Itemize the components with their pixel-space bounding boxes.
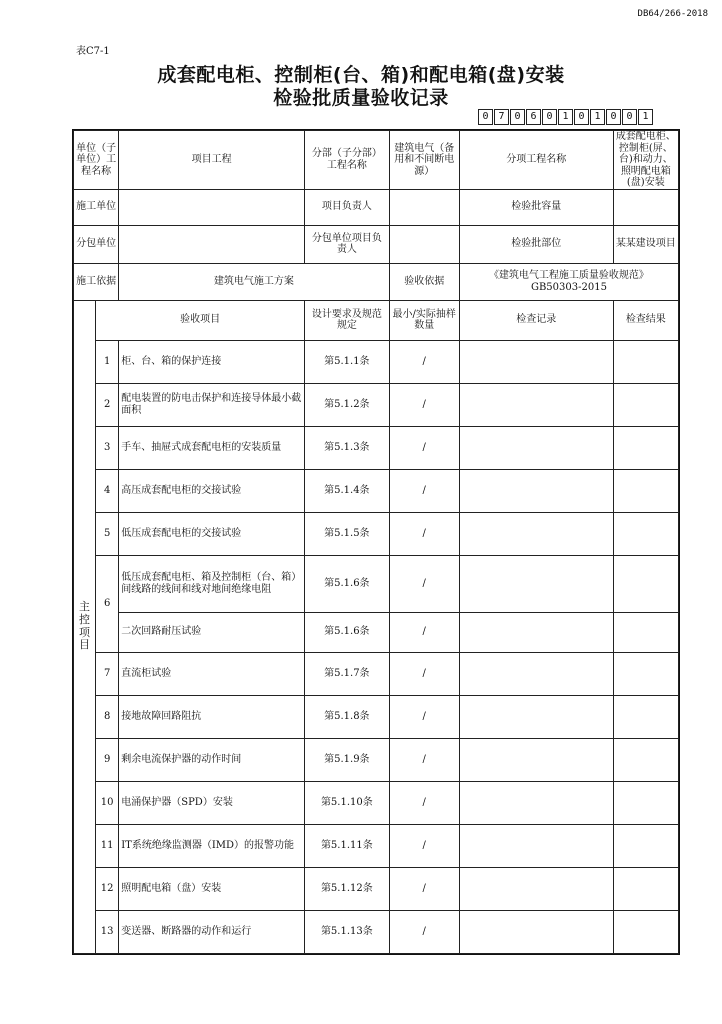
item-spec: 第5.1.11条 xyxy=(305,824,389,867)
item-sample: / xyxy=(389,383,459,426)
item-result[interactable] xyxy=(613,781,678,824)
item-record[interactable] xyxy=(459,555,613,612)
item-sample: / xyxy=(389,469,459,512)
item-sample: / xyxy=(389,512,459,555)
division-value: 建筑电气（备用和不间断电源） xyxy=(389,131,459,190)
item-spec: 第5.1.1条 xyxy=(305,340,389,383)
batch-location-value: 某某建设项目 xyxy=(613,225,678,263)
subitem-value: 成套配电柜、控制柜(屏、台)和动力、照明配电箱(盘)安装 xyxy=(613,131,678,190)
item-sample: / xyxy=(389,824,459,867)
item-result[interactable] xyxy=(613,469,678,512)
item-spec: 第5.1.4条 xyxy=(305,469,389,512)
group-label-char: 主 xyxy=(79,600,91,614)
item-record[interactable] xyxy=(459,612,613,652)
group-label-char: 项 xyxy=(79,625,91,639)
table-row xyxy=(74,512,679,555)
code-digit: 7 xyxy=(494,109,509,125)
code-digit: 0 xyxy=(622,109,637,125)
item-name: 低压成套配电柜、箱及控制柜（台、箱）间线路的线间和线对地间绝缘电阻 xyxy=(119,555,305,612)
item-record[interactable] xyxy=(459,383,613,426)
table-row xyxy=(74,612,679,652)
unit-label: 单位（子单位）工程名称 xyxy=(74,131,119,190)
code-digit: 0 xyxy=(478,109,493,125)
item-spec: 第5.1.8条 xyxy=(305,695,389,738)
item-name: 手车、抽屉式成套配电柜的安装质量 xyxy=(119,426,305,469)
item-sample: / xyxy=(389,867,459,910)
form-number: 表C7-1 xyxy=(76,46,110,57)
code-digit: 0 xyxy=(510,109,525,125)
group-label-char: 控 xyxy=(79,612,91,626)
code-digit: 1 xyxy=(638,109,653,125)
col-item-header: 验收项目 xyxy=(96,300,305,340)
batch-capacity-value xyxy=(613,189,678,225)
batch-capacity-label: 检验批容量 xyxy=(459,189,613,225)
column-header-row xyxy=(74,300,679,340)
table-row xyxy=(74,695,679,738)
item-result[interactable] xyxy=(613,695,678,738)
item-record[interactable] xyxy=(459,469,613,512)
item-record[interactable] xyxy=(459,512,613,555)
table-row xyxy=(74,340,679,383)
item-name: 高压成套配电柜的交接试验 xyxy=(119,469,305,512)
sub-manager-value xyxy=(389,225,459,263)
item-result[interactable] xyxy=(613,340,678,383)
item-number: 10 xyxy=(96,781,119,824)
item-spec: 第5.1.3条 xyxy=(305,426,389,469)
item-spec: 第5.1.5条 xyxy=(305,512,389,555)
item-number: 7 xyxy=(96,652,119,695)
item-record[interactable] xyxy=(459,695,613,738)
item-record[interactable] xyxy=(459,340,613,383)
project-manager-value xyxy=(389,189,459,225)
item-number: 1 xyxy=(96,340,119,383)
table-row xyxy=(74,555,679,612)
col-record-header: 检查记录 xyxy=(459,300,613,340)
item-spec: 第5.1.2条 xyxy=(305,383,389,426)
record-code-boxes xyxy=(477,109,653,125)
item-number: 13 xyxy=(96,910,119,953)
table-row xyxy=(74,910,679,953)
item-sample: / xyxy=(389,340,459,383)
item-result[interactable] xyxy=(613,426,678,469)
item-name: 配电装置的防电击保护和连接导体最小截面积 xyxy=(119,383,305,426)
table-row xyxy=(74,426,679,469)
item-record[interactable] xyxy=(459,426,613,469)
item-number: 4 xyxy=(96,469,119,512)
item-sample: / xyxy=(389,910,459,953)
page-subtitle: 检验批质量验收记录 xyxy=(273,87,449,109)
acceptance-basis-line1: 《建筑电气工程施工质量验收规范》 xyxy=(488,270,649,281)
acceptance-form-table xyxy=(73,130,679,954)
col-spec-header: 设计要求及规范规定 xyxy=(305,300,389,340)
basis-value: 建筑电气施工方案 xyxy=(119,263,389,300)
col-result-header: 检查结果 xyxy=(613,300,678,340)
item-name: 直流柜试验 xyxy=(119,652,305,695)
info-row-3 xyxy=(74,225,679,263)
acceptance-basis-value xyxy=(459,263,678,300)
code-digit: 6 xyxy=(526,109,541,125)
table-row xyxy=(74,781,679,824)
item-result[interactable] xyxy=(613,824,678,867)
item-record[interactable] xyxy=(459,824,613,867)
table-row xyxy=(74,867,679,910)
item-sample: / xyxy=(389,426,459,469)
item-sample: / xyxy=(389,781,459,824)
subcontractor-label: 分包单位 xyxy=(74,225,119,263)
item-name: 剩余电流保护器的动作时间 xyxy=(119,738,305,781)
code-digit: 0 xyxy=(542,109,557,125)
construction-unit-value xyxy=(119,189,305,225)
info-row-4 xyxy=(74,263,679,300)
table-row xyxy=(74,469,679,512)
item-name: 柜、台、箱的保护连接 xyxy=(119,340,305,383)
item-record[interactable] xyxy=(459,738,613,781)
item-result[interactable] xyxy=(613,910,678,953)
item-number: 9 xyxy=(96,738,119,781)
acceptance-basis-label: 验收依据 xyxy=(389,263,459,300)
item-number: 11 xyxy=(96,824,119,867)
standard-code: DB64/266-2018 xyxy=(637,9,708,19)
item-name: IT系统绝缘监测器（IMD）的报警功能 xyxy=(119,824,305,867)
item-name: 接地故障回路阻抗 xyxy=(119,695,305,738)
item-number: 8 xyxy=(96,695,119,738)
subitem-label: 分项工程名称 xyxy=(459,131,613,190)
item-spec: 第5.1.9条 xyxy=(305,738,389,781)
item-result[interactable] xyxy=(613,612,678,652)
item-sample: / xyxy=(389,695,459,738)
info-row-2 xyxy=(74,189,679,225)
item-spec: 第5.1.13条 xyxy=(305,910,389,953)
main-control-group-label xyxy=(74,300,96,953)
item-sample: / xyxy=(389,738,459,781)
basis-label: 施工依据 xyxy=(74,263,119,300)
item-result[interactable] xyxy=(613,867,678,910)
item-number: 6 xyxy=(96,555,119,652)
col-sample-header: 最小/实际抽样数量 xyxy=(389,300,459,340)
info-row-1 xyxy=(74,131,679,190)
unit-value: 项目工程 xyxy=(119,131,305,190)
table-row xyxy=(74,652,679,695)
division-label: 分部（子分部）工程名称 xyxy=(305,131,389,190)
item-record[interactable] xyxy=(459,781,613,824)
item-sample: / xyxy=(389,612,459,652)
table-row xyxy=(74,383,679,426)
construction-unit-label: 施工单位 xyxy=(74,189,119,225)
group-label-char: 目 xyxy=(79,638,91,652)
item-name: 低压成套配电柜的交接试验 xyxy=(119,512,305,555)
subcontractor-value xyxy=(119,225,305,263)
item-number: 5 xyxy=(96,512,119,555)
item-spec: 第5.1.10条 xyxy=(305,781,389,824)
item-record[interactable] xyxy=(459,652,613,695)
item-result[interactable] xyxy=(613,383,678,426)
item-number: 12 xyxy=(96,867,119,910)
acceptance-basis-line2: GB50303-2015 xyxy=(530,281,607,293)
item-result[interactable] xyxy=(613,512,678,555)
table-row xyxy=(74,738,679,781)
item-name: 变送器、断路器的动作和运行 xyxy=(119,910,305,953)
table-row xyxy=(74,824,679,867)
item-spec: 第5.1.6条 xyxy=(305,555,389,612)
item-spec: 第5.1.7条 xyxy=(305,652,389,695)
code-digit: 0 xyxy=(606,109,621,125)
item-record[interactable] xyxy=(459,867,613,910)
batch-location-label: 检验批部位 xyxy=(459,225,613,263)
item-result[interactable] xyxy=(613,652,678,695)
item-result[interactable] xyxy=(613,738,678,781)
code-digit: 0 xyxy=(574,109,589,125)
code-digit: 1 xyxy=(590,109,605,125)
item-name: 照明配电箱（盘）安装 xyxy=(119,867,305,910)
item-sample: / xyxy=(389,555,459,612)
item-name: 二次回路耐压试验 xyxy=(119,612,305,652)
item-number: 2 xyxy=(96,383,119,426)
item-result[interactable] xyxy=(613,555,678,612)
item-record[interactable] xyxy=(459,910,613,953)
item-sample: / xyxy=(389,652,459,695)
project-manager-label: 项目负责人 xyxy=(305,189,389,225)
item-name: 电涌保护器（SPD）安装 xyxy=(119,781,305,824)
item-spec: 第5.1.12条 xyxy=(305,867,389,910)
item-spec: 第5.1.6条 xyxy=(305,612,389,652)
item-number: 3 xyxy=(96,426,119,469)
sub-manager-label: 分包单位项目负责人 xyxy=(305,225,389,263)
page-title: 成套配电柜、控制柜(台、箱)和配电箱(盘)安装 xyxy=(157,64,565,86)
code-digit: 1 xyxy=(558,109,573,125)
